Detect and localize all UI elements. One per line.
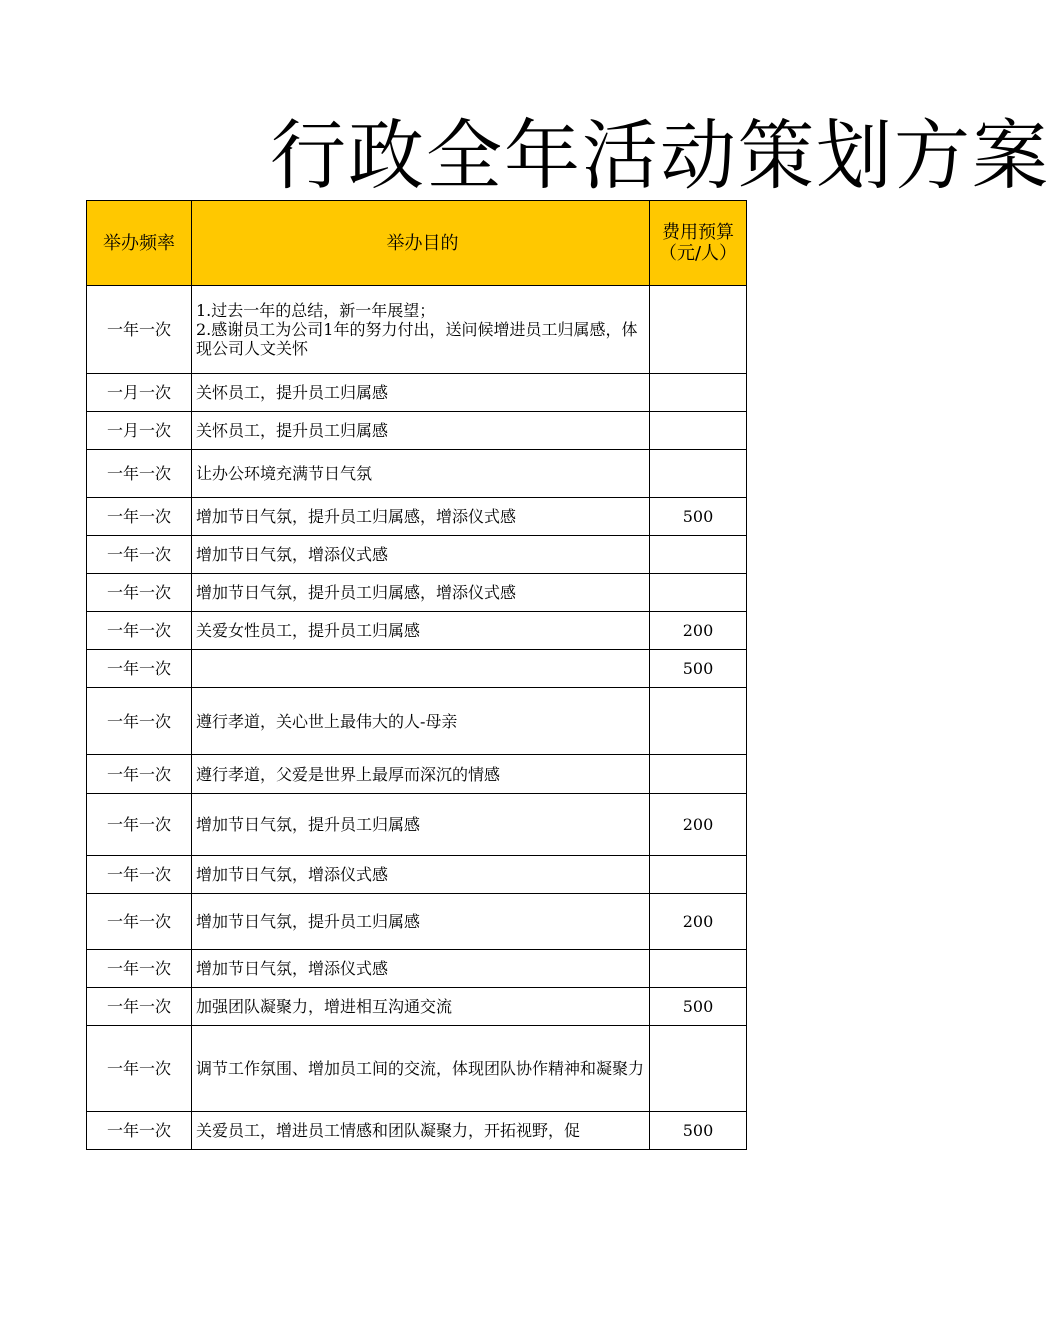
budget-cell: 200 [650,794,747,856]
table-row [87,1026,747,1112]
table-row [87,950,747,988]
frequency-cell: 一年一次 [87,950,192,988]
frequency-cell: 一年一次 [87,574,192,612]
header-purpose: 举办目的 [192,201,650,286]
frequency-cell: 一年一次 [87,794,192,856]
purpose-cell: 关怀员工，提升员工归属感 [192,412,650,450]
purpose-cell: 遵行孝道，关心世上最伟大的人-母亲 [192,688,650,755]
header-row [87,201,747,286]
table-row [87,374,747,412]
budget-cell [650,536,747,574]
frequency-cell: 一年一次 [87,894,192,950]
frequency-cell: 一年一次 [87,1026,192,1112]
purpose-cell: 增加节日气氛，提升员工归属感，增添仪式感 [192,498,650,536]
budget-cell: 500 [650,1112,747,1150]
frequency-cell: 一年一次 [87,498,192,536]
table-row [87,498,747,536]
budget-cell [650,450,747,498]
header-budget: 费用预算（元/人） [650,201,747,286]
budget-cell: 200 [650,894,747,950]
activity-plan-table [86,200,747,1150]
header-frequency: 举办频率 [87,201,192,286]
table-row [87,988,747,1026]
table-row [87,574,747,612]
table-row [87,755,747,794]
budget-cell [650,688,747,755]
frequency-cell: 一年一次 [87,536,192,574]
table-row [87,412,747,450]
table-row [87,536,747,574]
budget-cell [650,574,747,612]
budget-cell [650,950,747,988]
purpose-cell: 增加节日气氛，提升员工归属感 [192,894,650,950]
purpose-cell: 关爱女性员工，提升员工归属感 [192,612,650,650]
purpose-cell [192,650,650,688]
purpose-cell: 调节工作氛围、增加员工间的交流，体现团队协作精神和凝聚力 [192,1026,650,1112]
table-row [87,894,747,950]
table-row [87,450,747,498]
frequency-cell: 一年一次 [87,688,192,755]
table-row [87,856,747,894]
frequency-cell: 一年一次 [87,988,192,1026]
budget-cell [650,374,747,412]
table-row [87,688,747,755]
budget-cell [650,1026,747,1112]
frequency-cell: 一年一次 [87,612,192,650]
budget-cell [650,286,747,374]
budget-cell: 500 [650,988,747,1026]
page-title: 行政全年活动策划方案 [270,111,1050,200]
table-row [87,612,747,650]
purpose-cell: 增加节日气氛，提升员工归属感 [192,794,650,856]
frequency-cell: 一月一次 [87,374,192,412]
frequency-cell: 一年一次 [87,856,192,894]
frequency-cell: 一年一次 [87,286,192,374]
purpose-cell: 1.过去一年的总结，新一年展望； 2.感谢员工为公司1年的努力付出，送问候增进员工归属感，体现公司人文关怀 [192,286,650,374]
purpose-cell: 关爱员工，增进员工情感和团队凝聚力，开拓视野，促 [192,1112,650,1150]
budget-cell: 500 [650,498,747,536]
purpose-cell: 遵行孝道，父爱是世界上最厚而深沉的情感 [192,755,650,794]
table-row [87,286,747,374]
frequency-cell: 一年一次 [87,450,192,498]
purpose-cell: 关怀员工，提升员工归属感 [192,374,650,412]
budget-cell: 200 [650,612,747,650]
budget-cell: 500 [650,650,747,688]
frequency-cell: 一年一次 [87,755,192,794]
purpose-cell: 增加节日气氛，增添仪式感 [192,856,650,894]
table-row [87,794,747,856]
budget-cell [650,856,747,894]
budget-cell [650,755,747,794]
frequency-cell: 一年一次 [87,1112,192,1150]
purpose-cell: 增加节日气氛，增添仪式感 [192,536,650,574]
table-row [87,1112,747,1150]
purpose-cell: 加强团队凝聚力，增进相互沟通交流 [192,988,650,1026]
purpose-cell: 增加节日气氛，增添仪式感 [192,950,650,988]
budget-cell [650,412,747,450]
purpose-cell: 增加节日气氛，提升员工归属感，增添仪式感 [192,574,650,612]
frequency-cell: 一年一次 [87,650,192,688]
purpose-cell: 让办公环境充满节日气氛 [192,450,650,498]
frequency-cell: 一月一次 [87,412,192,450]
table-row [87,650,747,688]
